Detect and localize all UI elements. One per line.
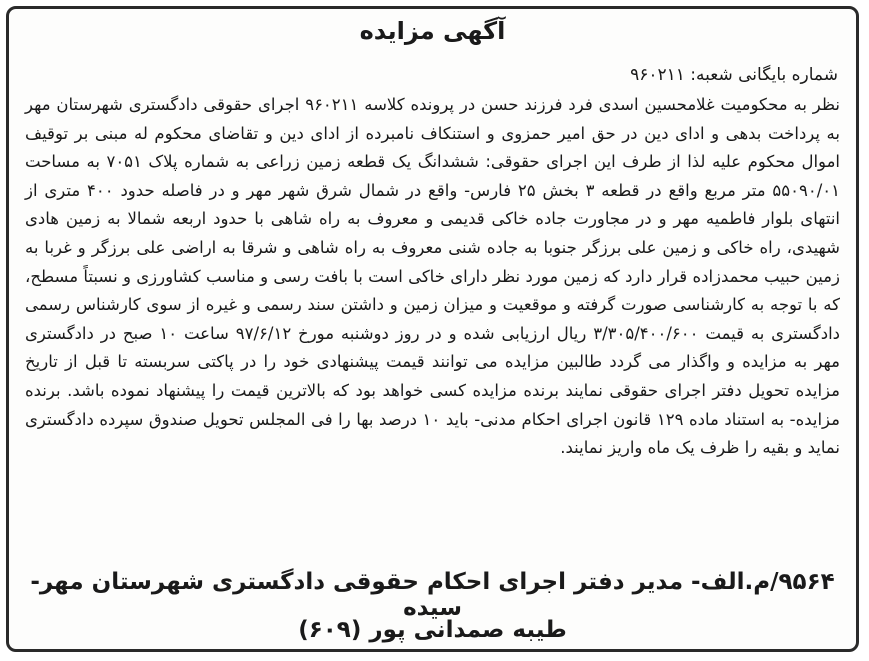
notice-signatory-name: طیبه صمدانی پور (۶۰۹) [298,617,567,643]
notice-body: نظر به محکومیت غلامحسین اسدی فرد فرزند حسن در پرونده کلاسه ۹۶۰۲۱۱ اجرای حقوقی دادگستری شهرستان مهر به پرداخت بدهی و ادای دین در حق امیر حمزوی و استنکاف نامبرده از ادای دین و تقاضای محکوم له مبنی بر توقیف اموال محکوم علیه لذا از طرف این اجرای حقوقی: ششدانگ یک قطعه زمین زراعی به شماره پلاک ۷۰۵۱ به مساحت ۵۵۰۹۰/۰۱ متر مربع واقع در قطعه ۳ بخش ۲۵ فارس- واقع در شمال شرق شهر مهر و در فاصله حدود ۴۰۰ متری از انتهای بلوار فاطمیه مهر و در مجاورت جاده خاکی قدیمی و معروف به راه شاهی با حدود اربعه شمالا به زمین هادی شهیدی، راه خاکی و زمین علی برزگر جنوبا به جاده شنی معروف به راه شاهی و شرقا به اراضی علی برزگر و غربا به زمین حبیب محمدزاده قرار دارد که زمین مورد نظر دارای خاکی است با بافت رسی و مناسب کشاورزی و نسبتاً مسطح، که با توجه به کارشناسی صورت گرفته و موقعیت و میزان زمین و داشتن سند رسمی و غیره از سوی کارشناس رسمی دادگستری به قیمت ۳/۳۰۵/۴۰۰/۶۰۰ ریال ارزیابی شده و در روز دوشنبه مورخ ۹۷/۶/۱۲ ساعت ۱۰ صبح در دادگستری مهر به مزایده و واگذار می گردد طالبین مزایده می توانند قیمت پیشنهادی خود را در پاکتی سربسته تا قبل از تاریخ مزایده تحویل دفتر اجرای حقوقی نمایند برنده مزایده کسی خواهد بود که بالاترین قیمت را پیشنهاد نموده باشد. برنده مزایده- به استناد ماده ۱۲۹ قانون اجرای احکام مدنی- باید ۱۰ درصد بها را فی المجلس تحویل صندوق سپرده دادگستری نماید و بقیه را ظرف یک ماه واریز نمایند. [25,95,841,458]
archive-number: شماره بایگانی شعبه: ۹۶۰۲۱۱ [630,65,838,85]
notice-title: آگهی مزایده [359,17,506,45]
notice-signature-line: ۹۵۶۴/م.الف- مدیر دفتر اجرای احکام حقوقی دادگستری شهرستان مهر- سیده [30,569,835,621]
notice-frame [6,6,859,652]
